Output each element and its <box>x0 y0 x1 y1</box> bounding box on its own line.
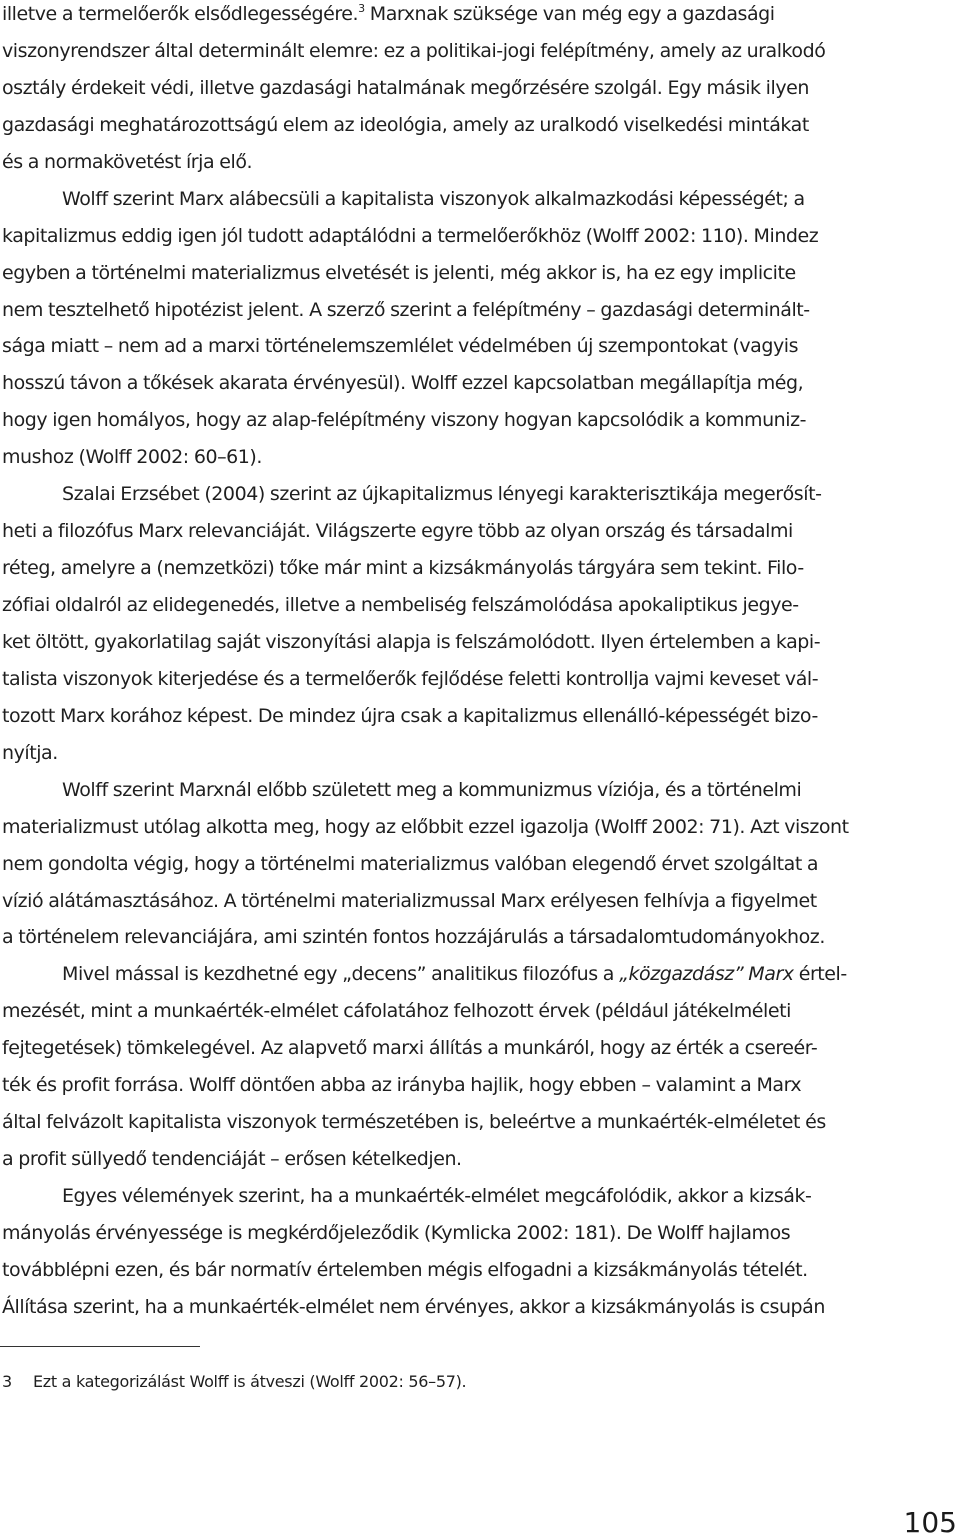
text-line <box>2 846 960 883</box>
text-segment: továbblépni ezen, és bár normatív értelemben mégis elfogadni a kizsákmányolás tételét. <box>2 1258 808 1281</box>
text-line <box>2 107 960 144</box>
text-segment: illetve a termelőerők elsődlegességére. <box>2 3 359 25</box>
text-segment: Mivel mással is kezdhetné egy „decens” analitikus filozófus a <box>62 963 620 986</box>
text-segment: fejtegetések) tömkelegével. Az alapvető marxi állítás a munkáról, hogy az érték a csereér- <box>2 1037 818 1060</box>
text-segment: tozott Marx korához képest. De mindez újra csak a kapitalizmus ellenálló-képességét bizo- <box>2 704 818 727</box>
footnote-separator <box>0 1346 200 1347</box>
text-segment: nem gondolta végig, hogy a történelmi materializmus valóban elegendő érvet szolgáltat a <box>2 852 819 875</box>
body-text <box>2 0 960 1326</box>
text-line <box>2 1067 960 1104</box>
text-segment: a történelem relevanciájára, ami szintén fontos hozzájárulás a társadalomtudományokhoz. <box>2 926 825 949</box>
text-line <box>2 328 960 365</box>
text-segment: a profit süllyedő tendenciáját – erősen kételkedjen. <box>2 1148 462 1171</box>
text-line <box>2 550 960 587</box>
text-segment: mányolás érvényessége is megkérdőjeleződik (Kymlicka 2002: 181). De Wolff hajlamos <box>2 1221 791 1244</box>
text-segment: vízió alátámasztásához. A történelmi materializmussal Marx erélyesen felhívja a figyelmet <box>2 889 817 912</box>
text-line <box>2 1141 960 1178</box>
text-line <box>2 661 960 698</box>
text-line <box>2 1104 960 1141</box>
text-segment: kapitalizmus eddig igen jól tudott adaptálódni a termelőerőkhöz (Wolff 2002: 110). Mindez <box>2 224 819 247</box>
text-segment: és a normakövetést írja elő. <box>2 150 253 173</box>
text-segment: gazdasági meghatározottságú elem az ideológia, amely az uralkodó viselkedési mintákat <box>2 113 809 136</box>
text-line <box>2 33 960 70</box>
text-line <box>2 144 960 181</box>
text-segment: hosszú távon a tőkések akarata érvényesül). Wolff ezzel kapcsolatban megállapítja még, <box>2 372 804 395</box>
text-segment: Egyes vélemények szerint, ha a munkaérték-elmélet megcáfolódik, akkor a kizsák- <box>62 1185 812 1207</box>
text-segment: egyben a történelmi materializmus elvetését is jelenti, még akkor is, ha ez egy implicite <box>2 261 796 284</box>
text-segment: Wolff szerint Marxnál előbb született meg a kommunizmus víziója, és a történelmi <box>62 778 802 801</box>
text-segment: talista viszonyok kiterjedése és a termelőerők fejlődése feletti kontrollja vajmi keveset vál- <box>2 667 819 690</box>
text-line <box>2 402 960 439</box>
text-line <box>2 1215 960 1252</box>
text-line <box>2 1030 960 1067</box>
text-line <box>2 1289 960 1326</box>
text-line <box>2 0 960 33</box>
text-segment: materializmust utólag alkotta meg, hogy az előbbit ezzel igazolja (Wolff 2002: 71). Azt viszont <box>2 815 849 838</box>
text-line <box>2 439 960 476</box>
text-line <box>2 809 960 846</box>
text-line <box>2 70 960 107</box>
text-segment: zófiai oldalról az elidegenedés, illetve a nembeliség felszámolódása apokaliptikus jegye- <box>2 594 799 616</box>
text-line <box>2 1252 960 1289</box>
text-line <box>2 735 960 772</box>
text-line <box>2 513 960 550</box>
text-segment: mushoz (Wolff 2002: 60–61). <box>2 446 262 469</box>
text-line <box>2 993 960 1030</box>
text-segment: Szalai Erzsébet (2004) szerint az újkapitalizmus lényegi karakterisztikája megerősít- <box>62 483 822 506</box>
footnote-reference[interactable]: 3 <box>358 1 365 15</box>
text-segment: Wolff szerint Marx alábecsüli a kapitalista viszonyok alkalmazkodási képességét; a <box>62 187 805 210</box>
text-line <box>2 956 960 993</box>
text-line <box>2 698 960 735</box>
text-line <box>2 365 960 402</box>
footnote-text: Ezt a kategorizálást Wolff is átveszi (Wolff 2002: 56–57). <box>33 1372 467 1391</box>
text-segment: nyítja. <box>2 741 58 764</box>
text-segment: nem tesztelhető hipotézist jelent. A szerző szerint a felépítmény – gazdasági determinált- <box>2 298 810 321</box>
footnote <box>2 1370 466 1394</box>
text-segment: viszonyrendszer által determinált elemre: ez a politikai-jogi felépítmény, amely az uralkodó <box>2 39 826 62</box>
text-segment: osztály érdekeit védi, illetve gazdasági hatalmának megőrzésére szolgál. Egy másik ilyen <box>2 76 809 99</box>
text-line <box>2 587 960 624</box>
text-segment: ket öltött, gyakorlatilag saját viszonyítási alapja is felszámolódott. Ilyen értelemben a kapi- <box>2 630 821 653</box>
text-line <box>2 181 960 218</box>
text-line <box>2 772 960 809</box>
text-line <box>2 476 960 513</box>
text-line <box>2 292 960 329</box>
text-segment: sága miatt – nem ad a marxi történelemszemlélet védelmében új szempontokat (vagyis <box>2 335 799 358</box>
text-line <box>2 1178 960 1215</box>
emphasis-text: „közgazdász” Marx <box>619 963 794 986</box>
text-segment: mezését, mint a munkaérték-elmélet cáfolatához felhozott érvek (például játékelméleti <box>2 1000 791 1023</box>
text-segment: által felvázolt kapitalista viszonyok természetében is, beleértve a munkaérték-elméletet és <box>2 1111 826 1134</box>
text-segment: Állítása szerint, ha a munkaérték-elmélet nem érvényes, akkor a kizsákmányolás is csupán <box>2 1295 825 1318</box>
text-line <box>2 218 960 255</box>
text-line <box>2 624 960 661</box>
text-segment: Marxnak szüksége van még egy a gazdasági <box>364 3 775 25</box>
text-segment: ték és profit forrása. Wolff döntően abba az irányba hajlik, hogy ebben – valamint a Marx <box>2 1074 802 1097</box>
text-segment: hogy igen homályos, hogy az alap-felépítmény viszony hogyan kapcsolódik a kommuniz- <box>2 409 807 432</box>
text-segment: réteg, amelyre a (nemzetközi) tőke már mint a kizsákmányolás tárgyára sem tekint. Filo- <box>2 557 804 580</box>
page-number: 105 <box>903 1506 957 1539</box>
footnote-number: 3 <box>2 1372 12 1391</box>
text-line <box>2 919 960 956</box>
text-line <box>2 883 960 920</box>
text-segment: értel- <box>793 963 847 986</box>
text-segment: heti a filozófus Marx relevanciáját. Világszerte egyre több az olyan ország és társadalmi <box>2 520 793 543</box>
text-line <box>2 255 960 292</box>
